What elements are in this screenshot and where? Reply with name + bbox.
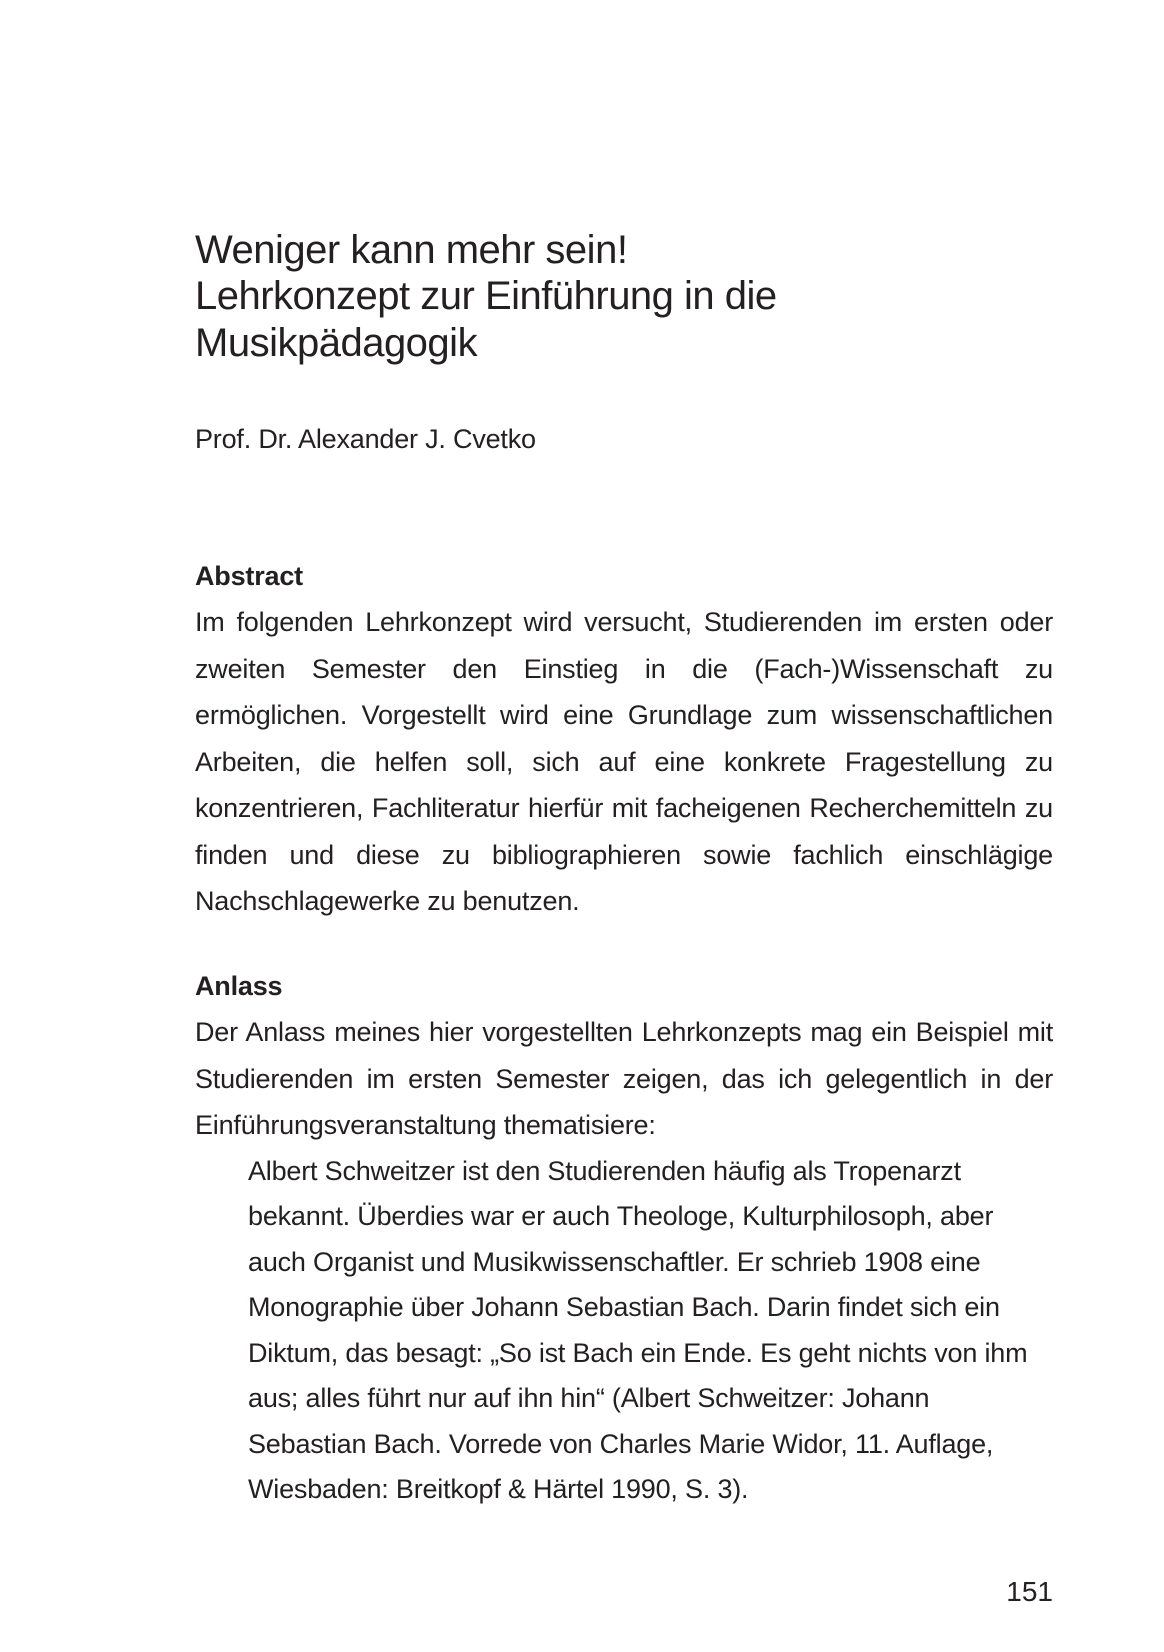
page-number: 151 (1006, 1576, 1053, 1607)
anlass-section (195, 963, 1053, 1513)
abstract-heading: Abstract (195, 560, 303, 591)
anlass-heading: Anlass (195, 970, 283, 1001)
title-line-3: Musikpädagogik (195, 320, 478, 365)
abstract-paragraph: Im folgenden Lehrkonzept wird versucht, Studierenden im ersten oder zweiten Semester den Einstieg in die (Fach-)Wissenschaft zu ermöglichen. Vorgestellt wird eine Grundlage zum wissenschaftlichen Arbeiten, die helfen soll, sich auf eine konkrete Fragestellung zu konzentrieren, Fachliteratur hierfür mit facheigenen Recherchemitteln zu finden und diese zu bibliographieren sowie fachlich einschlägige Nachschlagewerke zu benutzen. (195, 607, 1053, 917)
block-quote: Albert Schweitzer ist den Studierenden häufig als Tropenarzt bekannt. Überdies war er auch Theologe, Kulturphilosoph, aber auch Organist und Musikwissenschaftler. Er schrieb 1908 eine Monographie über Johann Sebastian Bach. Darin findet sich ein Diktum, das besagt: „So ist Bach ein Ende. Es geht nichts von ihm aus; alles führt nur auf ihn hin“ (Albert Schweitzer: Johann Sebastian Bach. Vorrede von Charles Marie Widor, 11. Auflage, Wiesbaden: Breitkopf & Härtel 1990, S. 3). (248, 1155, 1028, 1505)
page-title (195, 227, 1053, 367)
text-column (195, 200, 1053, 1513)
anlass-paragraph: Der Anlass meines hier vorgestellten Lehrkonzepts mag ein Beispiel mit Studierenden im ersten Semester zeigen, das ich gelegentlich in der Einführungsveranstaltung thematisiere: (195, 1017, 1053, 1141)
abstract-section (195, 553, 1053, 925)
title-line-1: Weniger kann mehr sein! (195, 227, 628, 272)
title-line-2: Lehrkonzept zur Einführung in die (195, 274, 777, 319)
author-byline: Prof. Dr. Alexander J. Cvetko (195, 424, 536, 455)
